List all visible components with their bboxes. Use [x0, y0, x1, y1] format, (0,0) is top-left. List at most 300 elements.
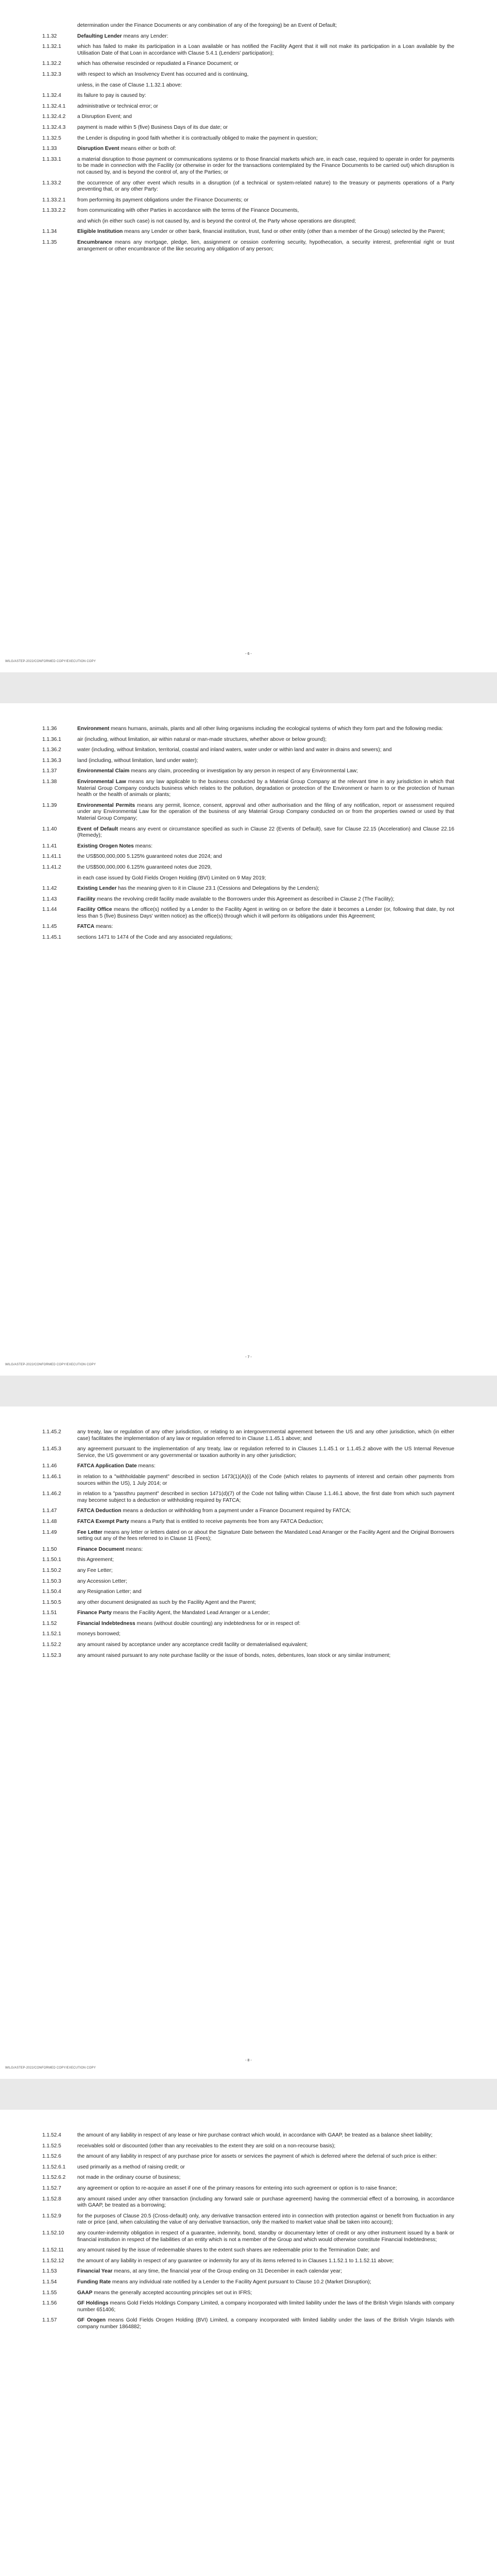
clause-text [77, 1621, 454, 1628]
clause-row [42, 2143, 454, 2150]
clause-row [42, 135, 454, 142]
defined-term: GF Holdings [77, 2300, 109, 2307]
clause-number: 1.1.50.1 [42, 1557, 61, 1563]
clause-text [77, 726, 454, 733]
clause-number: 1.1.36.3 [42, 757, 61, 764]
defined-term: Environmental Permits [77, 802, 135, 808]
defined-term: Environmental Claim [77, 768, 130, 774]
clause-number: 1.1.50.3 [42, 1578, 61, 1584]
clause-row [42, 843, 454, 850]
document-page [0, 2110, 497, 2576]
clause-number: 1.1.52.9 [42, 2213, 61, 2219]
clause-row [42, 2185, 454, 2192]
clause-text [77, 240, 454, 252]
clause-body: means any permit, licence, consent, approval and other authorisation and the filing of any notification, report or assessment required under any Environmental Law for the operation of the business of any Material Group Company conducted on or from the properties owned or used by that Material Group Company; [77, 802, 454, 821]
clause-body: the US$500,000,000 6.125% guaranteed notes due 2029, [77, 864, 212, 870]
clause-number: 1.1.52.6.2 [42, 2175, 66, 2181]
clause-number: 1.1.32.3 [42, 71, 61, 77]
clause-number: 1.1.52.6.1 [42, 2164, 66, 2170]
clause-body: means Gold Fields Orogen Holding (BVI) Limited, a company incorporated with limited liability under the laws of the British Virgin Islands with company number 1864882; [77, 2317, 454, 2330]
clause-text [77, 157, 454, 176]
defined-term: Defaulting Lender [77, 33, 122, 39]
defined-term: Eligible Institution [77, 229, 123, 235]
clause-text [77, 33, 454, 40]
clause-body: administrative or technical error; or [77, 103, 158, 109]
clause-text [77, 44, 454, 57]
clause-body: in relation to a "withholdable payment" described in section 1473(1)(A)(i) of the Code (which relates to payments of interest and certain other payments from sources within the US), 1 July 2014; or [77, 1473, 454, 1486]
clause-number: 1.1.52.7 [42, 2185, 61, 2191]
clause-row [42, 758, 454, 765]
clause-text [77, 779, 454, 799]
clause-text [77, 1508, 454, 1515]
clause-row [42, 61, 454, 67]
clause-number: 1.1.38 [42, 778, 57, 785]
defined-term: Financial Year [77, 2268, 113, 2275]
clause-row [42, 737, 454, 743]
clause-number: 1.1.52.8 [42, 2196, 61, 2202]
clause-number: 1.1.45.1 [42, 935, 61, 941]
clause-text [77, 2154, 454, 2160]
clause-text [77, 865, 454, 871]
clause-text [77, 768, 454, 775]
clause-row [42, 2132, 454, 2139]
clause-body: any Accession Letter; [77, 1578, 127, 1584]
clause-row [42, 197, 454, 204]
clause-number: 1.1.32.1 [42, 44, 61, 50]
clause-row [42, 229, 454, 235]
clause-text [77, 104, 454, 110]
clause-text [77, 2258, 454, 2265]
clause-text [77, 924, 454, 930]
clause-row [42, 93, 454, 99]
clause-row [42, 2268, 454, 2275]
clause-body: from performing its payment obligations under the Finance Documents; or [77, 197, 249, 203]
clause-text [77, 907, 454, 920]
clause-body: any Resignation Letter; and [77, 1589, 142, 1595]
clause-number: 1.1.50.2 [42, 1567, 61, 1573]
clause-number: 1.1.45.2 [42, 1429, 61, 1435]
clause-text [77, 1519, 454, 1526]
clause-row [42, 854, 454, 860]
clause-row [42, 2290, 454, 2297]
clause-body: any amount raised pursuant to any note purchase facility or the issue of bonds, notes, debentures, loan stock or any similar instrument; [77, 1652, 391, 1658]
clause-row [42, 240, 454, 252]
clause-number: 1.1.45 [42, 924, 57, 930]
clause-body: means any event or circumstance specified as such in Clause 22 (Events of Default), save for Clause 22.15 (Acceleration) and Clause 22.16 (Remedy); [77, 826, 454, 839]
clause-row [42, 72, 454, 78]
clause-text [77, 896, 454, 903]
clause-number: 1.1.41.1 [42, 854, 61, 860]
clause-row [42, 104, 454, 110]
clause-text [77, 114, 454, 121]
defined-term: Disruption Event [77, 146, 119, 152]
clause-body: air (including, without limitation, air within natural or man-made structures, whether above or below ground); [77, 736, 327, 742]
clause-number: 1.1.35 [42, 240, 57, 246]
page-body [42, 23, 454, 257]
clause-row [42, 2196, 454, 2209]
clause-row [42, 826, 454, 839]
clause-row [42, 1429, 454, 1442]
clause-continuation: in each case issued by Gold Fields Orogen Holding (BVI) Limited on 9 May 2019; [77, 875, 266, 881]
clause-body: means: [133, 843, 153, 849]
defined-term: FATCA Application Date [77, 1463, 137, 1469]
clause-body: means any mortgage, pledge, lien, assignment or cession conferring security, hypothecation, a security interest, preferential right or trust arrangement or other encumbrance of the like securing any obligation of any person; [77, 240, 454, 252]
clause-number: 1.1.39 [42, 802, 57, 808]
clause-text [77, 146, 454, 152]
clause-row [42, 1446, 454, 1459]
clause-text [77, 1474, 454, 1487]
clause-text [77, 2230, 454, 2243]
clause-number: 1.1.32 [42, 33, 57, 39]
clause-body: any counter-indemnity obligation in respect of a guarantee, indemnity, bond, standby or documentary letter of credit or any other instrument issued by a bank or financial institution in respect of the liabilities of an entity which is not a member of the Group and which would otherwise constitute Financial Indebtedness; [77, 2230, 454, 2243]
clause-row [42, 1568, 454, 1574]
page-body [42, 2132, 454, 2334]
clause-row [42, 1557, 454, 1564]
clause-row [42, 1600, 454, 1606]
defined-term: Financial Indebtedness [77, 1620, 135, 1626]
clause-body: a material disruption to those payment or communications systems or to those financial markets which are, in each case, required to operate in order for payments to be made in connection with the Facility (or otherwise in order for the transactions contemplated by the Finance Documents to be carried out) which disruption is not caused by, and is beyond the control of, any of the Parties; or [77, 156, 454, 175]
defined-term: Finance Document [77, 1546, 125, 1552]
clause-row [42, 1631, 454, 1638]
clause-body: means the office(s) notified by a Lender to the Facility Agent in writing on or before the date it becomes a Lender (or, following that date, by not less than 5 (five) Business Days' written notice) as the office(s) through which it will perform its obligations under this Agreement; [77, 907, 454, 919]
clause-number: 1.1.53 [42, 2268, 57, 2275]
clause-body: means any letter or letters dated on or about the Signature Date between the Mandated Lead Arranger or the Facility Agent and the Original Borrowers setting out any of the fees referred to in Clause 11 (Fees); [77, 1529, 454, 1542]
clause-row [42, 1610, 454, 1617]
clause-body: any amount raised by acceptance under any acceptance credit facility or dematerialised equivalent; [77, 1642, 308, 1648]
clause-row [42, 2230, 454, 2243]
clause-body: has the meaning given to it in Clause 23.1 (Cessions and Delegations by the Lenders); [116, 886, 320, 892]
clause-row [42, 146, 454, 152]
clause-number: 1.1.33 [42, 146, 57, 152]
clause-text [77, 2279, 454, 2286]
clause-row [42, 1474, 454, 1487]
defined-term: GF Orogen [77, 2317, 106, 2324]
defined-term: FATCA [77, 924, 95, 930]
clause-row [42, 803, 454, 822]
clause-body: a Disruption Event; and [77, 114, 132, 120]
clause-text [77, 1463, 454, 1470]
clause-body: means: [124, 1546, 143, 1552]
clause-text [77, 886, 454, 892]
document-page [0, 703, 497, 1376]
clause-body: moneys borrowed; [77, 1631, 121, 1637]
clause-text [77, 843, 454, 850]
clause-text [77, 229, 454, 235]
clause-number: 1.1.43 [42, 896, 57, 902]
clause-number: 1.1.52.1 [42, 1631, 61, 1637]
clause-number: 1.1.52.11 [42, 2247, 64, 2253]
clause-body: water (including, without limitation, territorial, coastal and inland waters, water under or within land and water in drains and sewers); and [77, 747, 392, 753]
clause-number: 1.1.57 [42, 2317, 57, 2324]
clause-row [42, 44, 454, 57]
clause-number: 1.1.52.12 [42, 2258, 64, 2264]
clause-number: 1.1.33.1 [42, 156, 61, 162]
defined-term: Fee Letter [77, 1529, 102, 1535]
clause-body: means (without double counting) any indebtedness for or in respect of: [135, 1620, 301, 1626]
clause-number: 1.1.41.2 [42, 864, 61, 870]
clause-number: 1.1.52.4 [42, 2132, 61, 2138]
clause-body: for the purposes of Clause 20.5 (Cross-default) only, any derivative transaction entered into in connection with protection against or benefit from fluctuation in any rate or price (and, when calculating the value of any derivative transaction, only the marked to market value shall be taken into account); [77, 2213, 454, 2226]
clause-row [42, 779, 454, 799]
footer-id: WILG/ASTEP-2022/CONFORMED COPY/EXECUTION COPY [5, 1363, 96, 1366]
clause-number: 1.1.32.4.2 [42, 114, 66, 120]
page-body [42, 726, 454, 945]
clause-body: which has otherwise rescinded or repudiated a Finance Document; or [77, 61, 239, 67]
clause-number: 1.1.32.2 [42, 61, 61, 67]
clause-text [77, 1429, 454, 1442]
clause-body: means the revolving credit facility made available to the Borrowers under this Agreement as described in Clause 2 (The Facility); [95, 896, 395, 902]
clause-row [42, 2213, 454, 2226]
clause-text [77, 2175, 454, 2181]
clause-text [77, 1557, 454, 1564]
defined-term: FATCA Deduction [77, 1508, 122, 1514]
clause-body: any agreement pursuant to the implementation of any treaty, law or regulation referred to in Clauses 1.1.45.1 or 1.1.45.2 above with the US Internal Revenue Service, the US government or any governmental or taxation authority in any other jurisdiction; [77, 1446, 454, 1459]
defined-term: Funding Rate [77, 2279, 111, 2285]
clause-number: 1.1.55 [42, 2290, 57, 2296]
clause-text [77, 125, 454, 131]
clause-body: means either or both of: [119, 146, 176, 152]
clause-row [42, 114, 454, 121]
clause-number: 1.1.52.6 [42, 2154, 61, 2160]
clause-body: payment is made within 5 (five) Business Days of its due date; or [77, 124, 228, 130]
clause-row [42, 33, 454, 40]
clause-body: the US$500,000,000 5.125% guaranteed notes due 2024; and [77, 854, 222, 860]
clause-text [77, 2247, 454, 2254]
clause-text [77, 935, 454, 941]
clause-number: 1.1.52.10 [42, 2230, 64, 2236]
clause-text [77, 1446, 454, 1459]
clause-row [42, 1589, 454, 1596]
clause-number: 1.1.36.1 [42, 736, 61, 742]
clause-body: any amount raised under any other transaction (including any forward sale or purchase agreement) having the commercial effect of a borrowing, in accordance with GAAP, be treated as a borrowing; [77, 2196, 454, 2209]
page-number: - 6 - [245, 652, 252, 656]
clause-body: means any claim, proceeding or investigation by any person in respect of any Environmental Law; [129, 768, 358, 774]
clause-row [42, 157, 454, 176]
clause-text [77, 747, 454, 754]
clause-body: means any law applicable to the business conducted by a Material Group Company at the relevant time in any jurisdiction in which that Material Group Company conducts business which relates to the pollution, degradation or protection of the Environment or harm to or the protection of human health or the health of animals or plants; [77, 778, 454, 798]
clause-body: means the generally accepted accounting principles set out in IFRS; [92, 2290, 252, 2296]
clause-text [77, 1568, 454, 1574]
clause-row [42, 125, 454, 131]
clause-number: 1.1.32.4.3 [42, 124, 66, 130]
clause-row [42, 2317, 454, 2330]
clause-number: 1.1.52.3 [42, 1652, 61, 1658]
clause-number: 1.1.46.1 [42, 1473, 61, 1480]
clause-body: any amount raised by the issue of redeemable shares to the extent such shares are redeemable prior to the Termination Date; and [77, 2247, 380, 2253]
document-page [0, 0, 497, 672]
clause-row [42, 768, 454, 775]
defined-term: Encumbrance [77, 240, 112, 246]
clause-text [77, 2143, 454, 2150]
clause-number: 1.1.34 [42, 229, 57, 235]
clause-number: 1.1.50 [42, 1546, 57, 1552]
clause-text [77, 1610, 454, 1617]
clause-row [42, 2175, 454, 2181]
clause-row [42, 1519, 454, 1526]
clause-text [77, 2290, 454, 2297]
clause-text [77, 1631, 454, 1638]
clause-body: with respect to which an Insolvency Event has occurred and is continuing, [77, 71, 249, 77]
clause-number: 1.1.33.2 [42, 180, 61, 186]
clause-number: 1.1.46.2 [42, 1491, 61, 1497]
clause-number: 1.1.51 [42, 1610, 57, 1616]
clause-text [77, 1530, 454, 1543]
clause-text [77, 758, 454, 765]
clause-text [77, 2317, 454, 2330]
clause-text [77, 61, 454, 67]
clause-row [42, 2164, 454, 2171]
clause-text [77, 180, 454, 193]
clause-body: which has failed to make its participation in a Loan available or has notified the Facility Agent that it will not make its participation in a Loan available by the Utilisation Date of that Loan in accordance with Clause 5.4.1 (Lenders' participation); [77, 44, 454, 56]
clause-row [42, 1508, 454, 1515]
clause-body: any treaty, law or regulation of any other jurisdiction, or relating to an intergovernmental agreement between the US and any other jurisdiction, which (in either case) facilitates the implementation of any law or regulation referred to in Clause 1.1.45.1 above; and [77, 1429, 454, 1442]
clause-number: 1.1.33.2.1 [42, 197, 66, 203]
page-number: - 7 - [245, 1355, 252, 1359]
clause-number: 1.1.56 [42, 2300, 57, 2307]
clause-text [77, 2196, 454, 2209]
page-body [42, 1429, 454, 1663]
clause-number: 1.1.52.5 [42, 2143, 61, 2149]
defined-term: FATCA Exempt Party [77, 1518, 129, 1524]
clause-number: 1.1.47 [42, 1508, 57, 1514]
clause-body: means the Facility Agent, the Mandated Lead Arranger or a Lender; [111, 1610, 270, 1616]
clause-body: the amount of any liability in respect of any lease or hire purchase contract which would, in accordance with GAAP, be treated as a balance sheet liability; [77, 2132, 433, 2138]
clause-body: means humans, animals, plants and all other living organisms including the ecological systems of which they form part and the following media: [109, 726, 443, 732]
clause-number: 1.1.50.5 [42, 1599, 61, 1605]
clause-number: 1.1.41 [42, 843, 57, 849]
clause-row [42, 726, 454, 733]
clause-row [42, 865, 454, 871]
clause-row [42, 180, 454, 193]
page-number: - 8 - [245, 2059, 252, 2062]
clause-number: 1.1.48 [42, 1518, 57, 1524]
clause-number: 1.1.33.2.2 [42, 208, 66, 214]
defined-term: Facility Office [77, 907, 112, 913]
clause-text [77, 72, 454, 78]
defined-term: Existing Orogen Notes [77, 843, 134, 849]
clause-row [42, 1463, 454, 1470]
clause-row [42, 1621, 454, 1628]
clause-number: 1.1.40 [42, 826, 57, 832]
clause-text [77, 1653, 454, 1659]
clause-row [42, 747, 454, 754]
clause-row [42, 2247, 454, 2254]
clause-body: any other document designated as such by the Facility Agent and the Parent; [77, 1599, 256, 1605]
clause-row [42, 924, 454, 930]
clause-row [42, 1530, 454, 1543]
clause-text [77, 1547, 454, 1553]
clause-row [42, 907, 454, 920]
clause-continuation: unless, in the case of Clause 1.1.32.1 above: [77, 82, 182, 88]
clause-row [42, 1642, 454, 1649]
footer-id: WILG/ASTEP-2022/CONFORMED COPY/EXECUTION COPY [5, 660, 96, 663]
clause-body: means: [136, 1463, 156, 1469]
clause-text [77, 803, 454, 822]
clause-number: 1.1.49 [42, 1529, 57, 1535]
clause-body: means, at any time, the financial year of the Group ending on 31 December in each calendar year; [112, 2268, 342, 2275]
clause-number: 1.1.52.2 [42, 1642, 61, 1648]
clause-text [77, 1579, 454, 1585]
clause-body: means a Party that is entitled to receive payments free from any FATCA Deduction; [129, 1518, 323, 1524]
clause-number: 1.1.36 [42, 726, 57, 732]
defined-term: GAAP [77, 2290, 93, 2296]
clause-row [42, 1491, 454, 1504]
clause-number: 1.1.37 [42, 768, 57, 774]
document-page [0, 1406, 497, 2079]
clause-body: means any individual rate notified by a Lender to the Facility Agent pursuant to Clause 10.2 (Market Disruption); [111, 2279, 371, 2285]
footer-id: WILG/ASTEP-2022/CONFORMED COPY/EXECUTION COPY [5, 2066, 96, 2070]
clause-row [42, 208, 454, 214]
defined-term: Event of Default [77, 826, 118, 832]
clause-text [77, 2213, 454, 2226]
clause-number: 1.1.32.4 [42, 93, 61, 99]
clause-number: 1.1.54 [42, 2279, 57, 2285]
clause-body: its failure to pay is caused by: [77, 93, 146, 99]
clause-body: receivables sold or discounted (other than any receivables to the extent they are sold on a non-recourse basis); [77, 2143, 336, 2149]
clause-text [77, 826, 454, 839]
clause-row [42, 1547, 454, 1553]
clause-row [42, 1579, 454, 1585]
clause-text [77, 737, 454, 743]
clause-text [77, 2185, 454, 2192]
clause-body: means a deduction or withholding from a payment under a Finance Document required by FATCA; [121, 1508, 351, 1514]
clause-continuation: and which (in either such case) is not caused by, and is beyond the control of, the Party whose operations are disrupted; [77, 218, 356, 224]
clause-text [77, 1589, 454, 1596]
clause-body: the amount of any liability in respect of any guarantee or indemnity for any of its items referred to in Clauses 1.1.52.1 to 1.1.52.11 above; [77, 2258, 394, 2264]
defined-term: Finance Party [77, 1610, 112, 1616]
clause-text [77, 854, 454, 860]
clause-number: 1.1.36.2 [42, 747, 61, 753]
clause-text [77, 197, 454, 204]
clause-text [77, 135, 454, 142]
clause-body: sections 1471 to 1474 of the Code and any associated regulations; [77, 935, 233, 941]
clause-continuation: determination under the Finance Documents or any combination of any of the foregoing) be an Event of Default; [77, 23, 337, 28]
defined-term: Facility [77, 896, 96, 902]
clause-text [77, 1491, 454, 1504]
clause-row [42, 2154, 454, 2160]
clause-number: 1.1.45.3 [42, 1446, 61, 1452]
clause-row [42, 2279, 454, 2286]
clause-number: 1.1.42 [42, 886, 57, 892]
clause-body: means any Lender or other bank, financial institution, trust, fund or other entity (other than a member of the Group) selected by the Parent; [123, 229, 445, 235]
defined-term: Environment [77, 726, 110, 732]
clause-body: not made in the ordinary course of business; [77, 2175, 181, 2181]
clause-body: any Fee Letter; [77, 1567, 113, 1573]
clause-number: 1.1.44 [42, 907, 57, 913]
clause-text [77, 2300, 454, 2313]
clause-text [77, 2268, 454, 2275]
clause-number: 1.1.32.4.1 [42, 103, 66, 109]
clause-row [42, 886, 454, 892]
clause-row [42, 935, 454, 941]
clause-row [42, 2300, 454, 2313]
defined-term: Environmental Law [77, 778, 126, 785]
clause-number: 1.1.46 [42, 1463, 57, 1469]
clause-text [77, 208, 454, 214]
clause-body: means any Lender: [122, 33, 168, 39]
clause-body: this Agreement; [77, 1557, 114, 1563]
clause-body: any agreement or option to re-acquire an asset if one of the primary reasons for entering into such agreement or option is to raise finance; [77, 2185, 397, 2191]
clause-number: 1.1.32.5 [42, 135, 61, 141]
clause-number: 1.1.52 [42, 1620, 57, 1626]
clause-body: in relation to a "passthru payment" described in section 1471(d)(7) of the Code not falling within Clause 1.1.46.1 above, the first date from which such payment may become subject to a deduction or withholding required by FATCA; [77, 1491, 454, 1503]
clause-body: from communicating with other Parties in accordance with the terms of the Finance Documents, [77, 208, 299, 214]
clause-text [77, 2132, 454, 2139]
clause-body: the amount of any liability in respect of any purchase price for assets or services the payment of which is deferred where the deferral of such price is either: [77, 2154, 437, 2160]
clause-row [42, 896, 454, 903]
defined-term: Existing Lender [77, 886, 117, 892]
clause-text [77, 1642, 454, 1649]
